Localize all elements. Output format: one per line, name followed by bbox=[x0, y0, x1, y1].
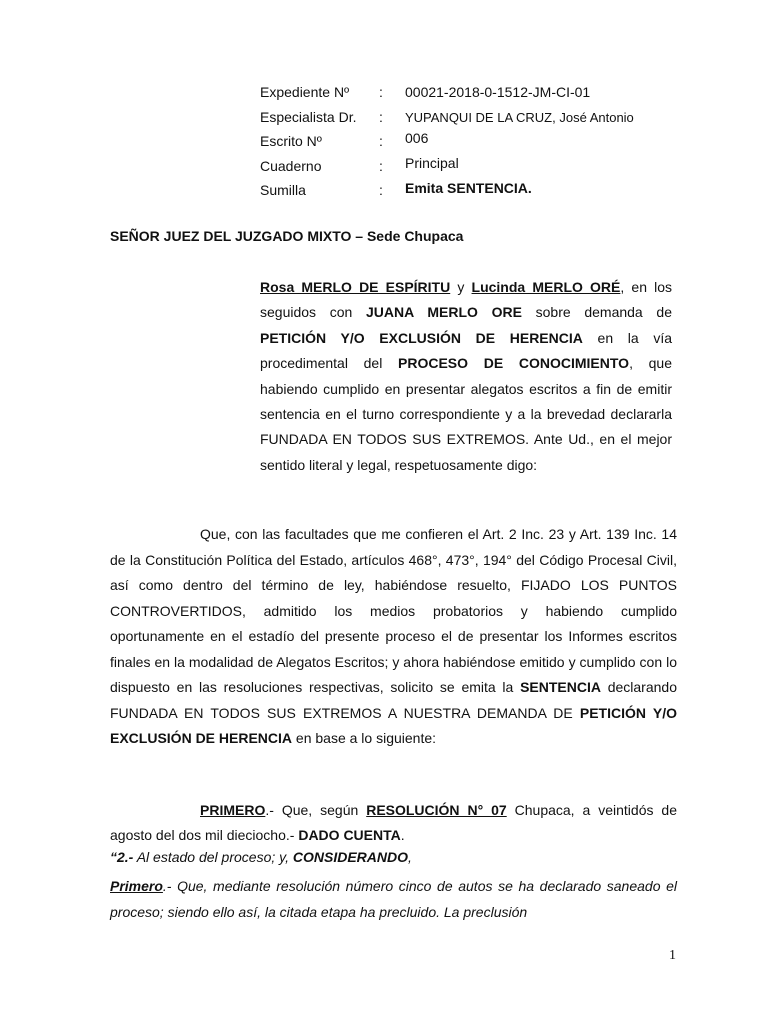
header-label: Especialista Dr. bbox=[260, 108, 357, 125]
primero-heading: PRIMERO bbox=[200, 802, 266, 818]
text-segment: declarando FUNDADA EN TODOS SUS EXTREMOS A NUESTRA DEMANDA DE bbox=[110, 679, 677, 721]
resolution-quote-heading bbox=[110, 849, 412, 865]
dado-cuenta: DADO CUENTA bbox=[298, 827, 401, 844]
text-segment: sobre demanda de bbox=[521, 304, 672, 321]
text-segment: .- Que, según bbox=[265, 802, 367, 818]
header-colon: : bbox=[379, 108, 383, 125]
intro-paragraph bbox=[260, 275, 672, 478]
header-value: YUPANQUI DE LA CRUZ, José Antonio bbox=[405, 109, 634, 125]
text-segment: , bbox=[408, 849, 412, 865]
text-segment: y bbox=[450, 279, 472, 295]
resolution-reference: RESOLUCIÓN N° 07 bbox=[366, 802, 507, 818]
header-value: Principal bbox=[405, 154, 459, 171]
text-segment: en la vía procedimental del bbox=[260, 329, 672, 372]
text-segment: Que, con las facultades que me confieren el Art. 2 Inc. 23 y Art. 139 Inc. 14 de la Constitución Política del Estado, artículos 468°, 473°, 194° del Código Procesal Civil, así como dentro del término de ley, habiéndose resuelto, FIJADO LOS PUNTOS CONTROVERTIDOS, admitido los medios probatorios y habiendo cumplido oportunamente en el estadío del presente proceso el de presentar los Informes escritos finales en la modalidad de Alegatos Escritos; y ahora habiéndose emitido y cumplido con lo dispuesto en las resoluciones respectivas, solicito se emita la bbox=[110, 526, 677, 695]
header-colon: : bbox=[379, 133, 383, 149]
plaintiff-name-2: Lucinda MERLO ORÉ bbox=[471, 279, 621, 295]
process-name: PROCESO DE CONOCIMIENTO bbox=[398, 355, 630, 372]
header-colon: : bbox=[379, 182, 383, 198]
text-segment: .- Que, mediante resolución número cinco de autos se ha declarado saneado el proceso; siendo ello así, la citada etapa ha precluido. La preclusión bbox=[110, 878, 677, 920]
primero-paragraph bbox=[110, 798, 677, 849]
header-value: 006 bbox=[405, 130, 429, 146]
text-segment: . bbox=[400, 827, 405, 844]
text-segment: Chupaca, a veintidós de agosto del dos mil dieciocho.- bbox=[110, 802, 677, 844]
header-colon: : bbox=[379, 157, 383, 174]
header-label: Cuaderno bbox=[260, 157, 322, 174]
addressee: SEÑOR JUEZ DEL JUZGADO MIXTO – Sede Chupaca bbox=[110, 228, 464, 244]
sentencia-term: SENTENCIA bbox=[520, 679, 601, 695]
claim-name: PETICIÓN Y/O EXCLUSIÓN DE HERENCIA bbox=[260, 329, 583, 346]
page-number: 1 bbox=[669, 948, 676, 963]
body-paragraph bbox=[110, 522, 677, 752]
quote-number: “2.- bbox=[110, 849, 134, 865]
claim-name: PETICIÓN Y/O EXCLUSIÓN DE HERENCIA bbox=[110, 704, 678, 746]
text-segment: , en los seguidos con bbox=[260, 279, 673, 321]
header-label: Sumilla bbox=[260, 182, 306, 198]
text-segment: , que habiendo cumplido en presentar alegatos escritos a fin de emitir sentencia en el turno correspondiente y a la brevedad declararla FUNDADA EN TODOS SUS EXTREMOS. Ante Ud., en el mejor sentido literal y legal, respetuosamente digo: bbox=[260, 355, 673, 473]
header-value: Emita SENTENCIA. bbox=[405, 180, 532, 196]
defendant-name: JUANA MERLO ORE bbox=[365, 304, 522, 321]
resolution-quote-text bbox=[110, 874, 677, 925]
header-colon: : bbox=[379, 84, 383, 100]
header-label: Expediente Nº bbox=[260, 84, 350, 100]
considerando-term: CONSIDERANDO bbox=[292, 849, 408, 865]
text-segment: Al estado del proceso; y, bbox=[133, 849, 293, 865]
text-segment: en base a lo siguiente: bbox=[292, 730, 437, 746]
first-considerando-heading: Primero bbox=[110, 878, 163, 894]
plaintiff-name-1: Rosa MERLO DE ESPÍRITU bbox=[260, 279, 451, 295]
header-label: Escrito Nº bbox=[260, 133, 322, 149]
header-value: 00021-2018-0-1512-JM-CI-01 bbox=[405, 84, 591, 100]
